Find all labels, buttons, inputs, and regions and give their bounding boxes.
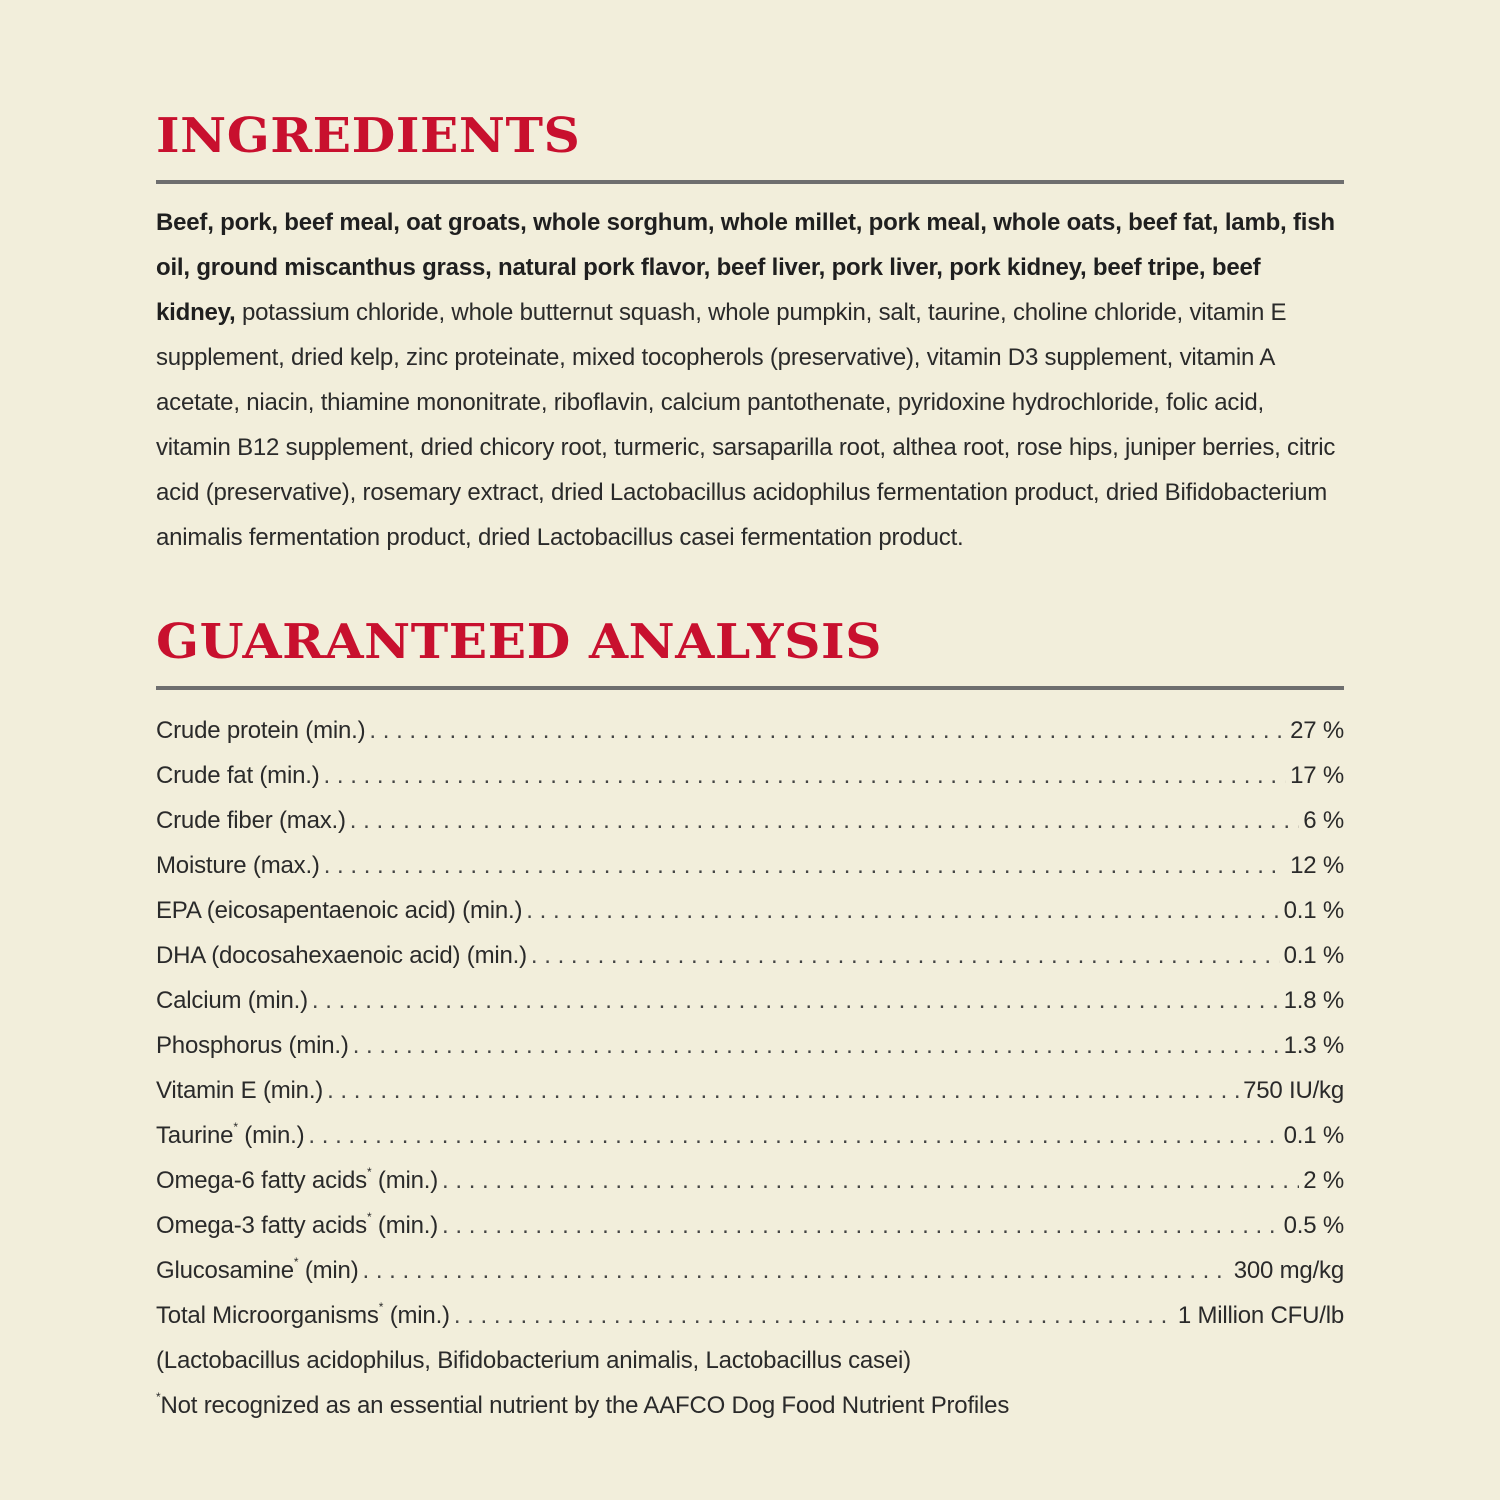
analysis-row [156, 888, 1344, 933]
analysis-row [156, 1158, 1344, 1203]
ingredients-heading: INGREDIENTS [156, 108, 581, 164]
footnote-mark: * [156, 1390, 161, 1404]
analysis-row [156, 753, 1344, 798]
nutrient-label [156, 978, 308, 1023]
dot-leader [327, 1068, 1239, 1113]
analysis-row [156, 798, 1344, 843]
dot-leader [312, 978, 1280, 1023]
nutrient-value: 6 % [1303, 807, 1344, 834]
dot-leader [442, 1203, 1280, 1248]
nutrient-name: Omega-6 fatty acids [156, 1167, 367, 1194]
nutrient-value: 1.8 % [1283, 987, 1344, 1014]
dot-leader [353, 1023, 1280, 1068]
nutrient-qualifier: (min.) [237, 1122, 305, 1149]
nutrient-value: 1 Million CFU/lb [1177, 1302, 1344, 1329]
nutrient-name: EPA (eicosapentaenoic acid) [156, 897, 456, 924]
analysis-rows [156, 708, 1344, 1338]
dot-leader [324, 843, 1286, 888]
nutrient-label [156, 1203, 438, 1248]
nutrient-value: 17 % [1290, 762, 1344, 789]
dot-leader [369, 708, 1286, 753]
dot-leader [531, 933, 1280, 978]
nutrient-label [156, 933, 527, 978]
nutrient-value: 750 IU/kg [1243, 1077, 1344, 1104]
nutrient-value: 0.1 % [1283, 942, 1344, 969]
analysis-heading: GUARANTEED ANALYSIS [156, 614, 883, 670]
nutrient-name: Omega-3 fatty acids [156, 1212, 367, 1239]
analysis-row [156, 978, 1344, 1023]
nutrient-qualifier: (min.) [256, 1077, 324, 1104]
nutrient-name: Crude fiber [156, 807, 273, 834]
nutrient-name: Crude fat [156, 762, 253, 789]
analysis-row [156, 1068, 1344, 1113]
nutrient-label [156, 1158, 438, 1203]
dot-leader [350, 798, 1299, 843]
nutrient-qualifier: (max.) [246, 852, 320, 879]
analysis-row [156, 1203, 1344, 1248]
nutrient-label [156, 1113, 304, 1158]
nutrient-name: Total Microorganisms [156, 1302, 379, 1329]
nutrient-qualifier: (min.) [460, 942, 527, 969]
nutrient-label [156, 1023, 349, 1068]
nutrient-name: Glucosamine [156, 1257, 294, 1284]
nutrient-name: Calcium [156, 987, 242, 1014]
nutrient-label [156, 753, 320, 798]
nutrient-value: 27 % [1290, 717, 1344, 744]
nutrient-qualifier: (min.) [383, 1302, 450, 1329]
nutrient-label [156, 708, 365, 753]
analysis-row [156, 843, 1344, 888]
nutrient-value: 0.5 % [1283, 1212, 1344, 1239]
nutrient-label [156, 843, 320, 888]
nutrient-name: Phosphorus [156, 1032, 283, 1059]
dot-leader [442, 1158, 1299, 1203]
analysis-table [156, 708, 1344, 1428]
footnote-asterisk: * [293, 1255, 299, 1269]
nutrient-label [156, 1248, 358, 1293]
dot-leader [454, 1293, 1174, 1338]
nutrient-qualifier: (min.) [241, 987, 308, 1014]
ingredients-divider [156, 180, 1344, 184]
nutrient-qualifier: (min.) [282, 1032, 349, 1059]
dot-leader [308, 1113, 1279, 1158]
nutrient-value: 12 % [1290, 852, 1344, 879]
footnote-asterisk: * [378, 1300, 384, 1314]
analysis-row [156, 1113, 1344, 1158]
analysis-row [156, 1248, 1344, 1293]
nutrient-label [156, 1293, 450, 1338]
dot-leader [324, 753, 1287, 798]
nutrient-qualifier: (max.) [272, 807, 346, 834]
nutrient-qualifier: (min.) [298, 717, 366, 744]
dot-leader [362, 1248, 1229, 1293]
ingredients-regular-text: potassium chloride, whole butternut squash, whole pumpkin, salt, taurine, choline chloride, vitamin E supplement, dried kelp, zinc proteinate, mixed tocopherols (preservative), vitamin D3 supplement, vitamin A acetate, niacin, thiamine mononitrate, riboflavin, calcium pantothenate, pyridoxine hydrochloride, folic acid, vitamin B12 supplement, dried chicory root, turmeric, sarsaparilla root, althea root, rose hips, juniper berries, citric acid (preservative), rosemary extract, dried Lactobacillus acidophilus fermentation product, dried Bifidobacterium animalis fermentation product, dried Lactobacillus casei fermentation product. [156, 299, 1336, 551]
nutrient-value: 1.3 % [1283, 1032, 1344, 1059]
nutrient-name: Crude protein [156, 717, 299, 744]
footnote [156, 1383, 1344, 1428]
nutrient-qualifier: (min.) [371, 1212, 439, 1239]
analysis-row [156, 1023, 1344, 1068]
nutrient-value: 2 % [1303, 1167, 1344, 1194]
nutrient-label [156, 1068, 323, 1113]
dot-leader [526, 888, 1279, 933]
analysis-row [156, 1293, 1344, 1338]
nutrient-value: 0.1 % [1283, 897, 1344, 924]
nutrient-label [156, 888, 522, 933]
nutrient-qualifier: (min.) [252, 762, 320, 789]
analysis-row [156, 708, 1344, 753]
footnote-text: Not recognized as an essential nutrient by the AAFCO Dog Food Nutrient Profiles [160, 1392, 1010, 1419]
analysis-row [156, 933, 1344, 978]
analysis-divider [156, 686, 1344, 690]
footnote-asterisk: * [233, 1120, 238, 1134]
nutrient-value: 300 mg/kg [1233, 1257, 1344, 1284]
nutrient-name: Vitamin E [156, 1077, 257, 1104]
ingredients-bold-text: Beef, pork, beef meal, oat groats, whole sorghum, whole millet, pork meal, whole oats, beef fat, lamb, fish oil, ground miscanthus grass, natural pork flavor, beef liver, pork liver, pork kidney, beef tripe, beef kidney, [156, 209, 1335, 326]
nutrient-value: 0.1 % [1283, 1122, 1344, 1149]
nutrient-name: Moisture [156, 852, 247, 879]
footnote-asterisk: * [366, 1165, 372, 1179]
nutrient-label [156, 798, 346, 843]
nutrient-qualifier: (min.) [371, 1167, 439, 1194]
footnote-asterisk: * [366, 1210, 372, 1224]
microorganisms-note: (Lactobacillus acidophilus, Bifidobacterium animalis, Lactobacillus casei) [156, 1347, 911, 1374]
ingredients-list [156, 200, 1344, 560]
nutrient-qualifier: (min.) [455, 897, 523, 924]
nutrient-qualifier: (min) [298, 1257, 359, 1284]
nutrient-name: Taurine [156, 1122, 234, 1149]
nutrient-name: DHA (docosahexaenoic acid) [156, 942, 461, 969]
